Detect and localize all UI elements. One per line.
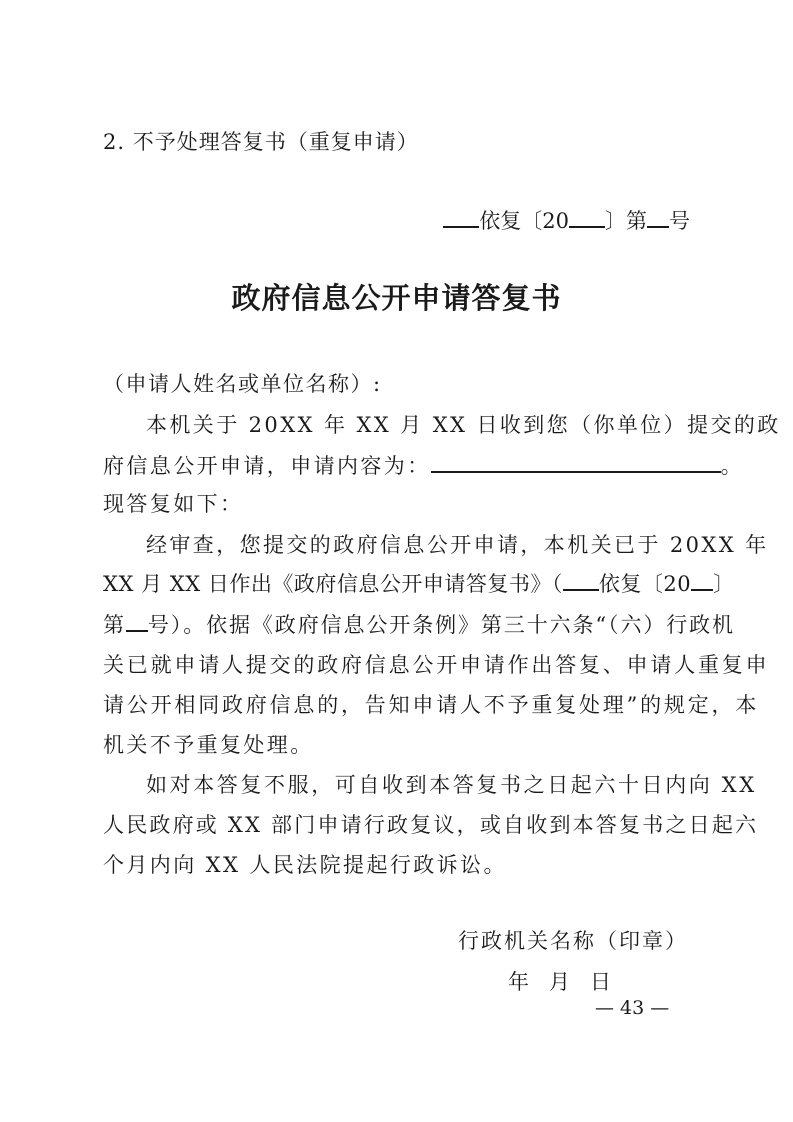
request-content-blank [431,453,721,473]
para3-line2: 人民政府或 XX 部门申请行政复议，或自收到本答复书之日起六 [103,813,759,837]
blank-field [569,208,605,228]
para2-line3-end: 号）。依据《政府信息公开条例》第三十六条“（六）行政机 [147,613,735,637]
para3-line1: 如对本答复不服，可自收到本答复书之日起六十日内向 XX [146,773,757,797]
document-title: 政府信息公开申请答复书 [231,281,562,315]
date-line [508,966,631,996]
salutation: （申请人姓名或单位名称）: [103,372,382,396]
document-number [443,205,690,235]
blank-field [443,208,479,228]
para1-line1: 本机关于 20XX 年 XX 月 XX 日收到您（你单位）提交的政 [146,413,781,437]
para2-line2-mid: 依复〔20 [598,572,692,596]
para1-line2-start: 府信息公开申请，申请内容为： [103,454,431,478]
para2-line6: 机关不予重复处理。 [103,733,314,757]
doc-number-middle: 〕第 [605,209,647,233]
doc-number-suffix: 号 [669,209,690,233]
section-heading: 2. 不予处理答复书（重复申请） [103,130,419,154]
date-month: 月 [549,970,570,994]
para2-line3-start: 第 [103,613,126,637]
para1-line2 [103,450,744,480]
para2-line4: 关已就申请人提交的政府信息公开申请作出答复、申请人重复申 [103,653,770,677]
para2-line3 [103,609,735,639]
issuer-signature: 行政机关名称（印章） [458,929,688,953]
doc-number-prefix: 依复〔20 [479,209,569,233]
page-number: — 43 — [595,997,670,1019]
blank-field [126,612,148,632]
para1-line2-end: 。 [720,454,745,478]
para1-line3: 现答复如下： [103,492,244,516]
blank-field [563,571,599,591]
blank-field [691,571,713,591]
blank-field [647,208,669,228]
para2-line5: 请公开相同政府信息的，告知申请人不予重复处理”的规定，本 [103,693,760,717]
para2-line2 [103,568,735,598]
date-day: 日 [590,970,611,994]
para2-line2-end: 〕 [713,572,735,596]
date-year: 年 [508,970,529,994]
para2-line2-start: XX 月 XX 日作出《政府信息公开申请答复书》（ [103,572,563,596]
para3-line3: 个月内向 XX 人民法院提起行政诉讼。 [103,853,507,877]
para2-line1: 经审查，您提交的政府信息公开申请，本机关已于 20XX 年 [146,533,769,557]
